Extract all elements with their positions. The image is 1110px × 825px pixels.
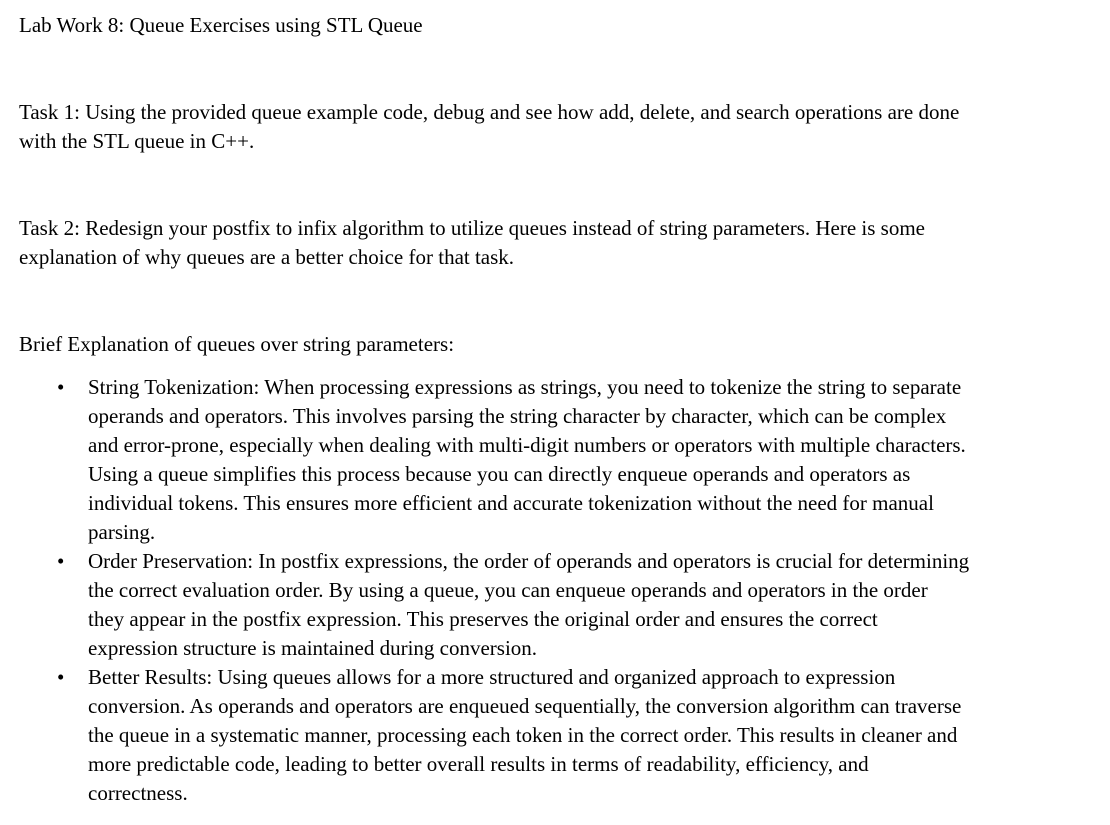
bullet-line: expression structure is maintained during conversion. [88,636,538,660]
document-title: Lab Work 8: Queue Exercises using STL Queue [19,13,423,37]
bullet-line: they appear in the postfix expression. This preserves the original order and ensures the correct [88,607,878,631]
task-2-line: Task 2: Redesign your postfix to infix algorithm to utilize queues instead of string parameters. Here is some [19,216,926,240]
bullet-line: the queue in a systematic manner, processing each token in the correct order. This results in cleaner and [88,723,958,747]
bullet-item-order-preservation [0,547,969,663]
bullet-line: correctness. [88,781,188,805]
bullet-line: and error-prone, especially when dealing with multi-digit numbers or operators with multiple characters. [88,433,966,457]
brief-explanation-heading: Brief Explanation of queues over string parameters: [19,332,455,356]
bullet-icon: • [57,375,65,399]
bullet-line: individual tokens. This ensures more efficient and accurate tokenization without the need for manual [88,491,934,515]
bullet-line: the correct evaluation order. By using a queue, you can enqueue operands and operators in the order [88,578,928,602]
bullet-line: Order Preservation: In postfix expressions, the order of operands and operators is crucial for determining [88,549,970,573]
task-1-line: Task 1: Using the provided queue example code, debug and see how add, delete, and search operations are done [19,100,960,124]
bullet-line: operands and operators. This involves parsing the string character by character, which can be complex [88,404,947,428]
bullet-line: String Tokenization: When processing expressions as strings, you need to tokenize the string to separate [88,375,962,399]
bullet-line: Using a queue simplifies this process because you can directly enqueue operands and operators as [88,462,911,486]
task-1-line: with the STL queue in C++. [19,129,255,153]
bullet-line: more predictable code, leading to better overall results in terms of readability, efficiency, and [88,752,869,776]
task-2-line: explanation of why queues are a better choice for that task. [19,245,515,269]
bullet-item-better-results [0,663,969,808]
bullet-line: parsing. [88,520,156,544]
task-2-paragraph [19,214,925,272]
bullet-line: Better Results: Using queues allows for a more structured and organized approach to expression [88,665,896,689]
bullet-line: conversion. As operands and operators are enqueued sequentially, the conversion algorithm can traverse [88,694,962,718]
bullet-item-string-tokenization [0,373,969,547]
bullet-icon: • [57,549,65,573]
explanation-bullet-list [0,373,969,808]
task-1-paragraph [19,98,959,156]
bullet-icon: • [57,665,65,689]
